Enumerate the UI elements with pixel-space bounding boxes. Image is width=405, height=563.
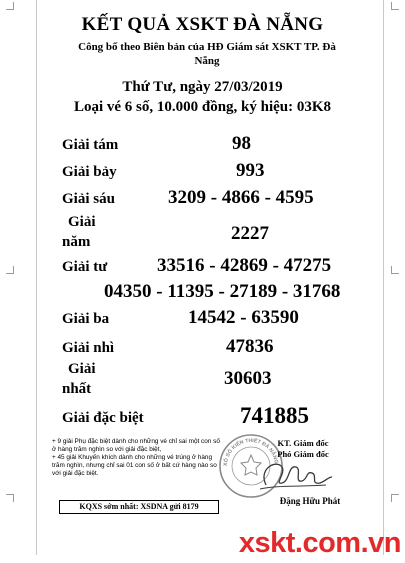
prize-label-g7: Giải bảy (62, 164, 117, 180)
prize-label-g2: Giải nhì (62, 340, 115, 356)
prize-label-g1-line2: nhất (62, 381, 92, 397)
stamp-text: XỔ SỐ KIẾN THIẾT ĐÀ NẴNG (222, 437, 279, 467)
site-watermark: xskt.com.vn (238, 527, 401, 559)
prize-label-g1: Giải (68, 361, 96, 377)
crop-mark (391, 266, 399, 274)
kqxs-sms-box: KQXS sớm nhất: XSDNA gửi 8179 (59, 500, 219, 514)
prize-label-g3: Giải ba (62, 311, 110, 327)
handwritten-signature (248, 455, 334, 495)
prize-number-g2: 47836 (226, 336, 274, 357)
prize-number-g1: 30603 (224, 368, 272, 389)
prize-label-g6: Giải sáu (62, 191, 115, 207)
signer-name: Đặng Hữu Phát (279, 496, 341, 506)
note-2: + 45 giải Khuyến khích dành cho những vé trúng ở hàng trăm nghìn, nhưng chỉ sai 01 con số ở bất cứ hàng nào so với giải đặc biệt. (52, 454, 217, 477)
crop-mark (391, 494, 399, 502)
note-1: + 9 giải Phụ đặc biệt dành cho những vé chỉ sai một con số ở hàng trăm nghìn so với giải đặc biệt, (52, 438, 220, 453)
prize-number-g4-row2: 04350 - 11395 - 27189 - 31768 (104, 281, 341, 302)
document-title: KẾT QUẢ XSKT ĐÀ NẴNG (81, 14, 324, 35)
prize-notes (52, 438, 222, 478)
crop-mark (6, 266, 14, 274)
ticket-info: Loại vé 6 số, 10.000 đồng, ký hiệu: 03K8 (73, 99, 332, 115)
prize-number-g7: 993 (236, 160, 265, 181)
document-subtitle: Công bố theo Biên bản của HĐ Giám sát XSKT TP. Đà Nẵng (78, 41, 336, 67)
prize-label-g8: Giải tám (62, 137, 119, 153)
crop-mark (6, 494, 14, 502)
prize-label-g4: Giải tư (62, 259, 108, 275)
prize-number-g8: 98 (232, 133, 251, 154)
prize-number-g4-row1: 33516 - 42869 - 47275 (157, 255, 332, 276)
signer-title-line2: Phó Giám đốc (277, 449, 329, 459)
signer-title-line1: KT. Giám đốc (277, 438, 329, 448)
prize-label-g5: Giải (68, 214, 96, 230)
prize-label-special: Giải đặc biệt (62, 410, 144, 426)
crop-mark (391, 2, 399, 10)
prize-number-g3: 14542 - 63590 (188, 307, 299, 328)
prize-number-special: 741885 (240, 403, 309, 428)
prize-number-g5: 2227 (231, 223, 269, 244)
crop-mark (6, 2, 14, 10)
prize-label-g5-line2: năm (62, 234, 91, 250)
prize-number-g6: 3209 - 4866 - 4595 (168, 187, 314, 208)
draw-date: Thứ Tư, ngày 27/03/2019 (122, 79, 283, 95)
